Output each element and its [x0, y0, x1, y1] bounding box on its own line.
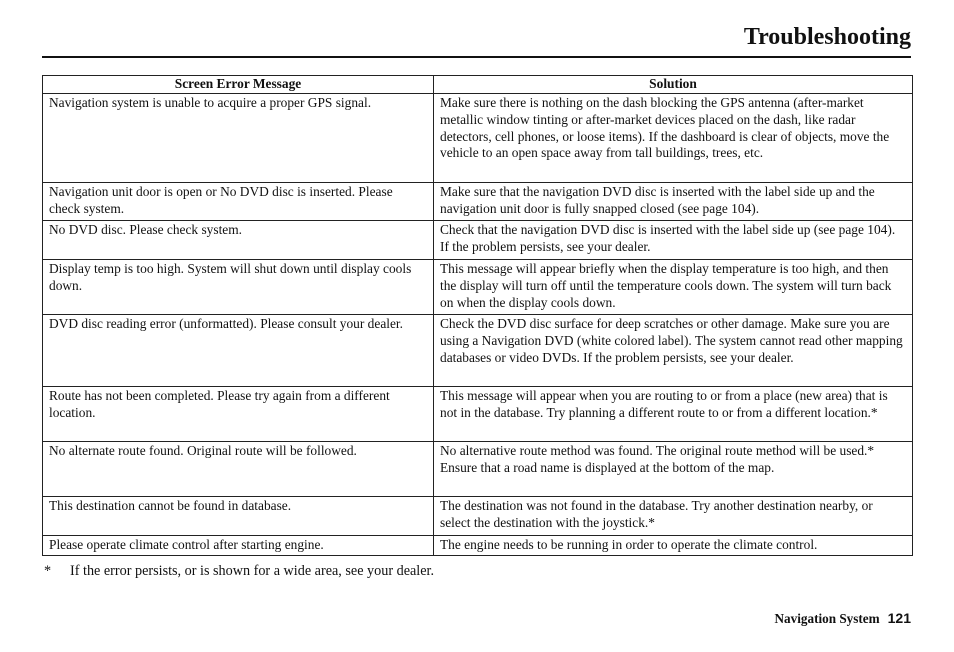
solution-cell: Check that the navigation DVD disc is inserted with the label side up (see page 104). If the problem persists, see your dealer.	[434, 221, 913, 260]
title-divider	[42, 56, 911, 58]
solution-cell: The engine needs to be running in order to operate the climate control.	[434, 536, 913, 556]
footnote	[44, 563, 434, 580]
solution-cell: The destination was not found in the database. Try another destination nearby, or select the destination with the joystick.*	[434, 497, 913, 536]
page-title: Troubleshooting	[743, 24, 911, 50]
column-header-solution: Solution	[434, 76, 913, 94]
table-row	[43, 387, 913, 442]
table-row	[43, 497, 913, 536]
footnote-mark: *	[44, 563, 52, 579]
table-row	[43, 94, 913, 183]
solution-cell: Make sure that the navigation DVD disc is inserted with the label side up and the navigation unit door is fully snapped closed (see page 104).	[434, 183, 913, 221]
solution-text: No alternative route method was found. The original route method will be used.*	[440, 443, 875, 458]
footnote-text: If the error persists, or is shown for a wide area, see your dealer.	[70, 563, 435, 579]
error-message-cell: No DVD disc. Please check system.	[43, 221, 434, 260]
solution-cell	[434, 442, 913, 497]
solution-cell: Make sure there is nothing on the dash blocking the GPS antenna (after-market metallic window tinting or after-market devices placed on the dash, like radar detectors, cell phones, or loose items). If the dashboard is clear of objects, move the vehicle to an open space away from tall buildings, trees, etc.	[434, 94, 913, 183]
error-message-cell: Navigation system is unable to acquire a proper GPS signal.	[43, 94, 434, 183]
table-row	[43, 260, 913, 315]
table-row	[43, 315, 913, 387]
page-footer	[775, 610, 912, 627]
error-message-cell: Route has not been completed. Please try again from a different location.	[43, 387, 434, 442]
table-row	[43, 183, 913, 221]
error-message-cell: No alternate route found. Original route will be followed.	[43, 442, 434, 497]
solution-cell: This message will appear briefly when the display temperature is too high, and then the display will turn off until the temperature cools down. The system will turn back on when the display cools down.	[434, 260, 913, 315]
solution-cell: This message will appear when you are routing to or from a place (new area) that is not in the database. Try planning a different route to or from a different location.*	[434, 387, 913, 442]
page-number: 121	[887, 610, 911, 626]
solution-extra-text: Ensure that a road name is displayed at the bottom of the map.	[440, 459, 775, 475]
table-row	[43, 221, 913, 260]
error-message-table	[42, 75, 913, 556]
footer-section-name: Navigation System	[774, 611, 880, 626]
error-message-cell: Please operate climate control after starting engine.	[43, 536, 434, 556]
error-message-cell: DVD disc reading error (unformatted). Please consult your dealer.	[43, 315, 434, 387]
error-message-cell: Navigation unit door is open or No DVD disc is inserted. Please check system.	[43, 183, 434, 221]
column-header-message: Screen Error Message	[43, 76, 434, 94]
solution-cell: Check the DVD disc surface for deep scratches or other damage. Make sure you are using a Navigation DVD (white colored label). The system cannot read other mapping databases or video DVDs. If the problem persists, see your dealer.	[434, 315, 913, 387]
error-message-cell: Display temp is too high. System will shut down until display cools down.	[43, 260, 434, 315]
table-header-row	[43, 76, 913, 94]
table-row	[43, 442, 913, 497]
error-message-cell: This destination cannot be found in database.	[43, 497, 434, 536]
table-row	[43, 536, 913, 556]
